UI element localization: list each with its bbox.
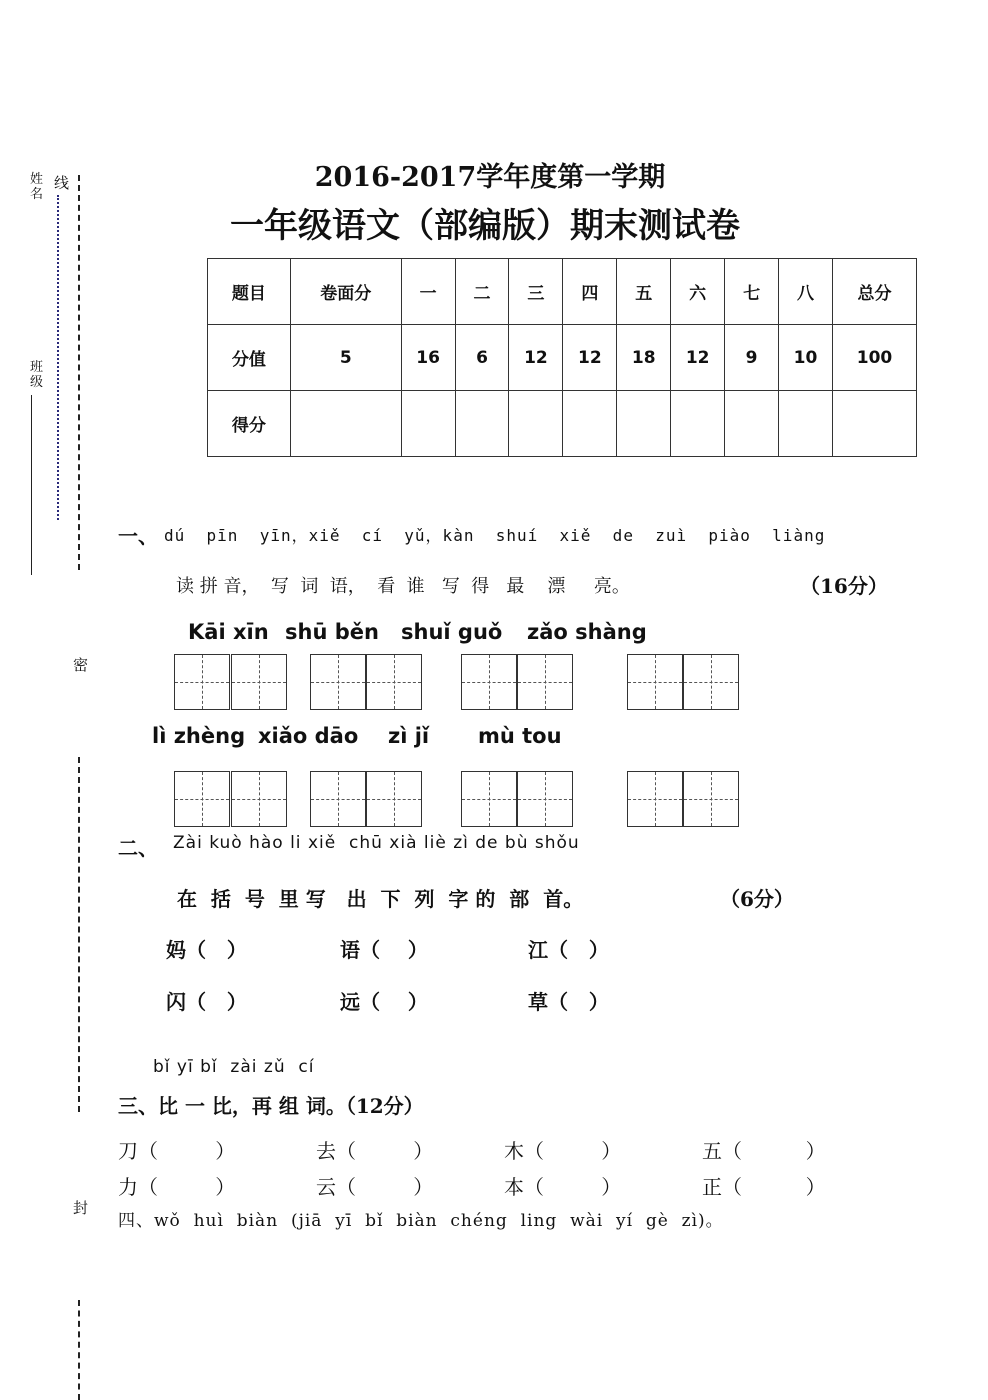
q3-item[interactable]: 五（ ） <box>702 1139 826 1163</box>
q1-word-pinyin: lì zhèng <box>152 724 246 748</box>
q4-text: 四、wǒ huì biàn (jiā yī bǐ biàn chéng ling wài yí gè zì)。 <box>118 1211 724 1231</box>
q3-item[interactable]: 力（ ） <box>118 1175 236 1199</box>
writing-box[interactable] <box>231 771 287 827</box>
writing-box[interactable] <box>310 771 366 827</box>
q3-item[interactable]: 木（ ） <box>504 1139 622 1163</box>
q1-word-pinyin: shū běn <box>285 620 379 644</box>
q1-word-pinyin: zì jǐ <box>388 724 430 748</box>
header-cell: 八 <box>779 259 833 325</box>
writing-box[interactable] <box>174 771 230 827</box>
writing-box[interactable] <box>174 654 230 710</box>
value-cell: 9 <box>725 325 779 391</box>
q1-word-pinyin: zǎo shàng <box>527 620 647 644</box>
q2-item[interactable]: 远（ ） <box>340 990 428 1014</box>
value-cell: 12 <box>671 325 725 391</box>
q3-item[interactable]: 去（ ） <box>316 1139 434 1163</box>
exam-title: 一年级语文（部编版）期末测试卷 <box>230 206 740 246</box>
writing-box[interactable] <box>461 654 517 710</box>
writing-box[interactable] <box>366 654 422 710</box>
q3-item[interactable]: 刀（ ） <box>118 1139 236 1163</box>
q1-word-pinyin: mù tou <box>478 724 562 748</box>
margin-line-char: 线 <box>54 174 70 192</box>
score-table <box>207 258 917 457</box>
value-cell: 10 <box>779 325 833 391</box>
score-blank-cell[interactable] <box>671 391 725 457</box>
header-cell: 一 <box>401 259 455 325</box>
q2-instruction: 在 括 号 里 写 出 下 列 字 的 部 首。 <box>177 887 584 911</box>
q2-item[interactable]: 江（ ） <box>528 938 609 962</box>
value-cell: 16 <box>401 325 455 391</box>
q1-number: 一、 <box>118 524 158 548</box>
writing-box[interactable] <box>517 771 573 827</box>
writing-box[interactable] <box>683 771 739 827</box>
class-fill-line <box>31 395 32 575</box>
q2-number: 二、 <box>118 836 158 860</box>
q2-item[interactable]: 草（ ） <box>528 990 609 1014</box>
score-table-score-row <box>208 391 917 457</box>
q3-item[interactable]: 正（ ） <box>702 1175 826 1199</box>
score-table-header-row <box>208 259 917 325</box>
margin-class-label: 班级 <box>30 360 44 390</box>
header-cell: 四 <box>563 259 617 325</box>
score-blank-cell[interactable] <box>779 391 833 457</box>
writing-box[interactable] <box>231 654 287 710</box>
binding-line-middle <box>78 757 80 1112</box>
q1-word-pinyin: shuǐ guǒ <box>401 620 503 644</box>
writing-box[interactable] <box>627 654 683 710</box>
q3-pinyin: bǐ yī bǐ zài zǔ cí <box>153 1057 315 1077</box>
header-cell: 题目 <box>208 259 291 325</box>
value-cell: 5 <box>290 325 401 391</box>
header-cell: 总分 <box>832 259 916 325</box>
margin-name-label: 姓名 <box>30 172 44 202</box>
q1-word-pinyin: Kāi xīn <box>188 620 269 644</box>
header-cell: 二 <box>455 259 509 325</box>
year-title: 2016-2017学年度第一学期 <box>314 162 666 193</box>
q2-item[interactable]: 闪（ ） <box>166 990 247 1014</box>
q2-item[interactable]: 妈（ ） <box>166 938 247 962</box>
q2-item[interactable]: 语（ ） <box>340 938 428 962</box>
q1-points: （16分） <box>800 574 888 598</box>
value-cell: 6 <box>455 325 509 391</box>
q3-item[interactable]: 云（ ） <box>316 1175 434 1199</box>
margin-mi-char: 密 <box>73 656 89 674</box>
score-blank-cell[interactable] <box>725 391 779 457</box>
score-table-value-row <box>208 325 917 391</box>
writing-box[interactable] <box>461 771 517 827</box>
writing-box[interactable] <box>310 654 366 710</box>
score-blank-cell[interactable] <box>563 391 617 457</box>
value-cell: 18 <box>617 325 671 391</box>
header-cell: 七 <box>725 259 779 325</box>
score-blank-cell[interactable] <box>401 391 455 457</box>
writing-box[interactable] <box>627 771 683 827</box>
header-cell: 六 <box>671 259 725 325</box>
header-cell: 三 <box>509 259 563 325</box>
header-cell: 五 <box>617 259 671 325</box>
writing-box[interactable] <box>366 771 422 827</box>
q3-item[interactable]: 本（ ） <box>504 1175 622 1199</box>
writing-box[interactable] <box>683 654 739 710</box>
margin-feng-char: 封 <box>73 1199 89 1217</box>
q1-instruction: 读 拼 音， 写 词 语， 看 谁 写 得 最 漂 亮。 <box>176 576 630 597</box>
value-cell: 分值 <box>208 325 291 391</box>
header-cell: 卷面分 <box>290 259 401 325</box>
value-cell: 100 <box>832 325 916 391</box>
score-blank-cell[interactable] <box>509 391 563 457</box>
value-cell: 12 <box>509 325 563 391</box>
score-blank-cell[interactable] <box>455 391 509 457</box>
score-blank-cell[interactable] <box>832 391 916 457</box>
q1-pinyin-instruction: dú pīn yīn，xiě cí yǔ，kàn shuí xiě de zuì piào liàng <box>164 526 826 545</box>
writing-box[interactable] <box>517 654 573 710</box>
q1-word-pinyin: xiǎo dāo <box>258 724 359 748</box>
score-label-cell: 得分 <box>208 391 291 457</box>
q2-pinyin-instruction: Zài kuò hào li xiě chū xià liè zì de bù shǒu <box>173 833 580 853</box>
value-cell: 12 <box>563 325 617 391</box>
score-blank-cell[interactable] <box>290 391 401 457</box>
binding-line-bottom <box>78 1300 80 1400</box>
score-blank-cell[interactable] <box>617 391 671 457</box>
q3-instruction: 三、比 一 比，再 组 词。（12分） <box>118 1094 424 1118</box>
q2-points: （6分） <box>720 887 794 911</box>
